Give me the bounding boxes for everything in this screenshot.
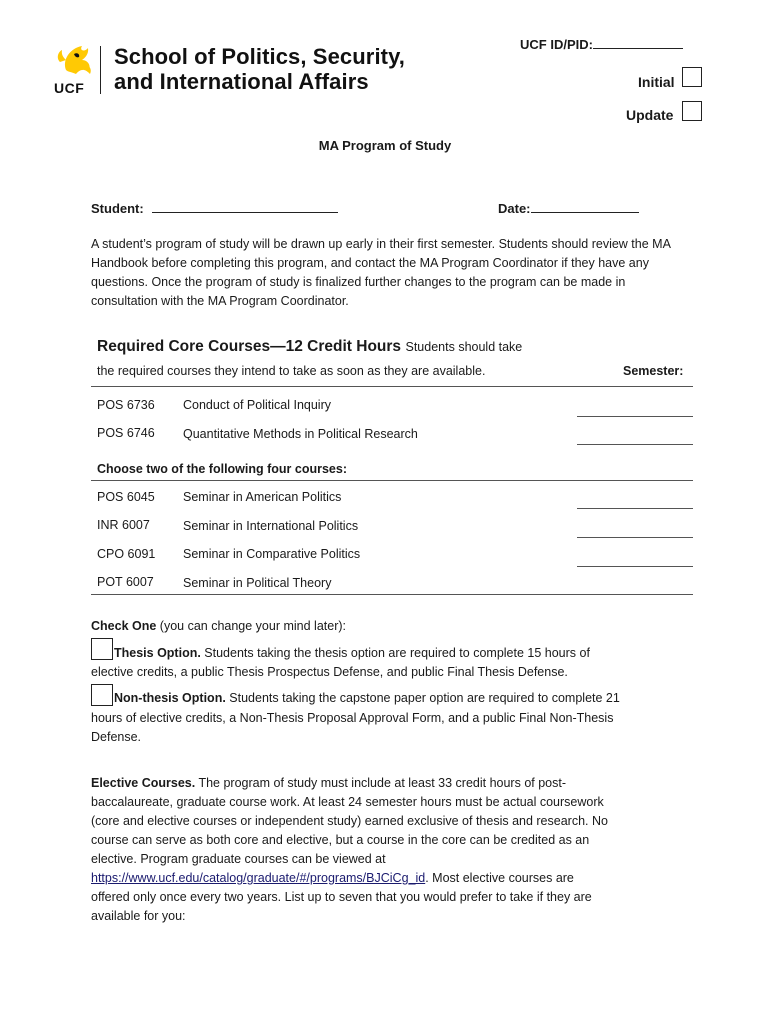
semester-header: Semester: bbox=[623, 364, 684, 378]
header-divider bbox=[100, 46, 101, 94]
elective-text: available for you: bbox=[91, 909, 186, 923]
elective-text: baccalaureate, graduate course work. At least 24 semester hours must be actual coursework bbox=[91, 795, 604, 809]
date-label: Date: bbox=[498, 201, 531, 216]
elective-text: . Most elective courses are bbox=[425, 871, 574, 885]
school-name-line1: School of Politics, Security, bbox=[114, 44, 405, 69]
course-code: INR 6007 bbox=[97, 518, 150, 532]
elective-text: course can serve as both core and elective, but a course in the core can be credited as an bbox=[91, 833, 590, 847]
nonthesis-option-line2: hours of elective credits, a Non-Thesis Proposal Approval Form, and a public Final Non-Thesis bbox=[91, 711, 614, 725]
core-title: Required Core Courses—12 Credit Hours bbox=[97, 338, 402, 355]
ucf-wordmark: UCF bbox=[54, 80, 85, 96]
ucf-logo bbox=[52, 40, 102, 98]
check-one-note: (you can change your mind later): bbox=[156, 619, 346, 633]
thesis-option-text: Students taking the thesis option are required to complete 15 hours of bbox=[200, 646, 590, 660]
school-name bbox=[114, 44, 405, 94]
semester-input-line[interactable] bbox=[577, 416, 693, 417]
update-label: Update bbox=[626, 107, 674, 123]
intro-paragraph: A student’s program of study will be drawn up early in their first semester. Students should review the MA Handbook before completing this program, and contact the MA Program Coordinator if they have any questions. Once the program of study is finalized further changes to the program can be made in consultation with the MA Program Coordinator. bbox=[91, 237, 671, 308]
semester-input-line[interactable] bbox=[577, 508, 693, 509]
core-heading bbox=[97, 338, 697, 356]
elective-text: offered only once every two years. List up to seven that you would prefer to take if they are bbox=[91, 890, 592, 904]
elective-text: The program of study must include at least 33 credit hours of post- bbox=[195, 776, 567, 790]
elective-courses-title: Elective Courses. bbox=[91, 776, 196, 790]
thesis-option-line2: elective credits, a public Thesis Prospectus Defense, and public Final Thesis Defense. bbox=[91, 665, 568, 679]
nonthesis-option-line1 bbox=[114, 691, 694, 705]
choose-two-label: Choose two of the following four courses: bbox=[97, 462, 347, 476]
student-label: Student: bbox=[91, 201, 144, 216]
core-note-2: the required courses they intend to take as soon as they are available. bbox=[97, 364, 486, 378]
catalog-link[interactable]: https://www.ucf.edu/catalog/graduate/#/programs/BJCiCg_id bbox=[91, 871, 426, 885]
nonthesis-option-line3: Defense. bbox=[91, 730, 142, 744]
check-one-heading bbox=[91, 619, 346, 633]
elective-text: elective. Program graduate courses can be viewed at bbox=[91, 852, 386, 866]
check-one-label: Check One bbox=[91, 619, 157, 633]
nonthesis-option-title: Non-thesis Option. bbox=[114, 691, 226, 705]
course-name: Seminar in American Politics bbox=[183, 490, 342, 504]
electives-rule bbox=[91, 480, 693, 481]
student-field bbox=[91, 200, 338, 218]
semester-input-line[interactable] bbox=[577, 566, 693, 567]
ucf-id-input-line[interactable] bbox=[593, 37, 683, 49]
elective-text: (core and elective courses or independent study) earned exclusive of thesis and research. No bbox=[91, 814, 608, 828]
thesis-checkbox[interactable] bbox=[91, 638, 113, 660]
course-code: POS 6045 bbox=[97, 490, 155, 504]
ucf-id-field bbox=[520, 37, 683, 52]
core-note-1: Students should take bbox=[405, 340, 523, 354]
nonthesis-checkbox[interactable] bbox=[91, 684, 113, 706]
course-name: Conduct of Political Inquiry bbox=[183, 398, 331, 412]
semester-input-line[interactable] bbox=[577, 537, 693, 538]
school-name-line2: and International Affairs bbox=[114, 69, 369, 94]
initial-checkbox[interactable] bbox=[682, 67, 702, 87]
course-code: POS 6736 bbox=[97, 398, 155, 412]
course-name: Seminar in International Politics bbox=[183, 519, 359, 533]
date-input-line[interactable] bbox=[531, 201, 639, 213]
page-title: MA Program of Study bbox=[318, 138, 452, 153]
student-input-line[interactable] bbox=[152, 201, 338, 213]
thesis-option-title: Thesis Option. bbox=[114, 646, 201, 660]
course-name: Seminar in Political Theory bbox=[183, 576, 332, 590]
course-code: POT 6007 bbox=[97, 575, 154, 589]
elective-courses-paragraph bbox=[91, 774, 691, 926]
update-checkbox[interactable] bbox=[682, 101, 702, 121]
thesis-option-line1 bbox=[114, 646, 694, 660]
course-name: Quantitative Methods in Political Research bbox=[183, 427, 418, 441]
date-field bbox=[498, 200, 639, 218]
semester-input-line[interactable] bbox=[577, 444, 693, 445]
core-rule bbox=[91, 386, 693, 387]
core-bottom-rule bbox=[91, 594, 693, 595]
course-code: POS 6746 bbox=[97, 426, 155, 440]
nonthesis-option-text: Students taking the capstone paper option are required to complete 21 bbox=[225, 691, 620, 705]
initial-label: Initial bbox=[638, 74, 675, 90]
ucf-id-label: UCF ID/PID: bbox=[520, 37, 593, 52]
course-code: CPO 6091 bbox=[97, 547, 156, 561]
course-name: Seminar in Comparative Politics bbox=[183, 547, 361, 561]
